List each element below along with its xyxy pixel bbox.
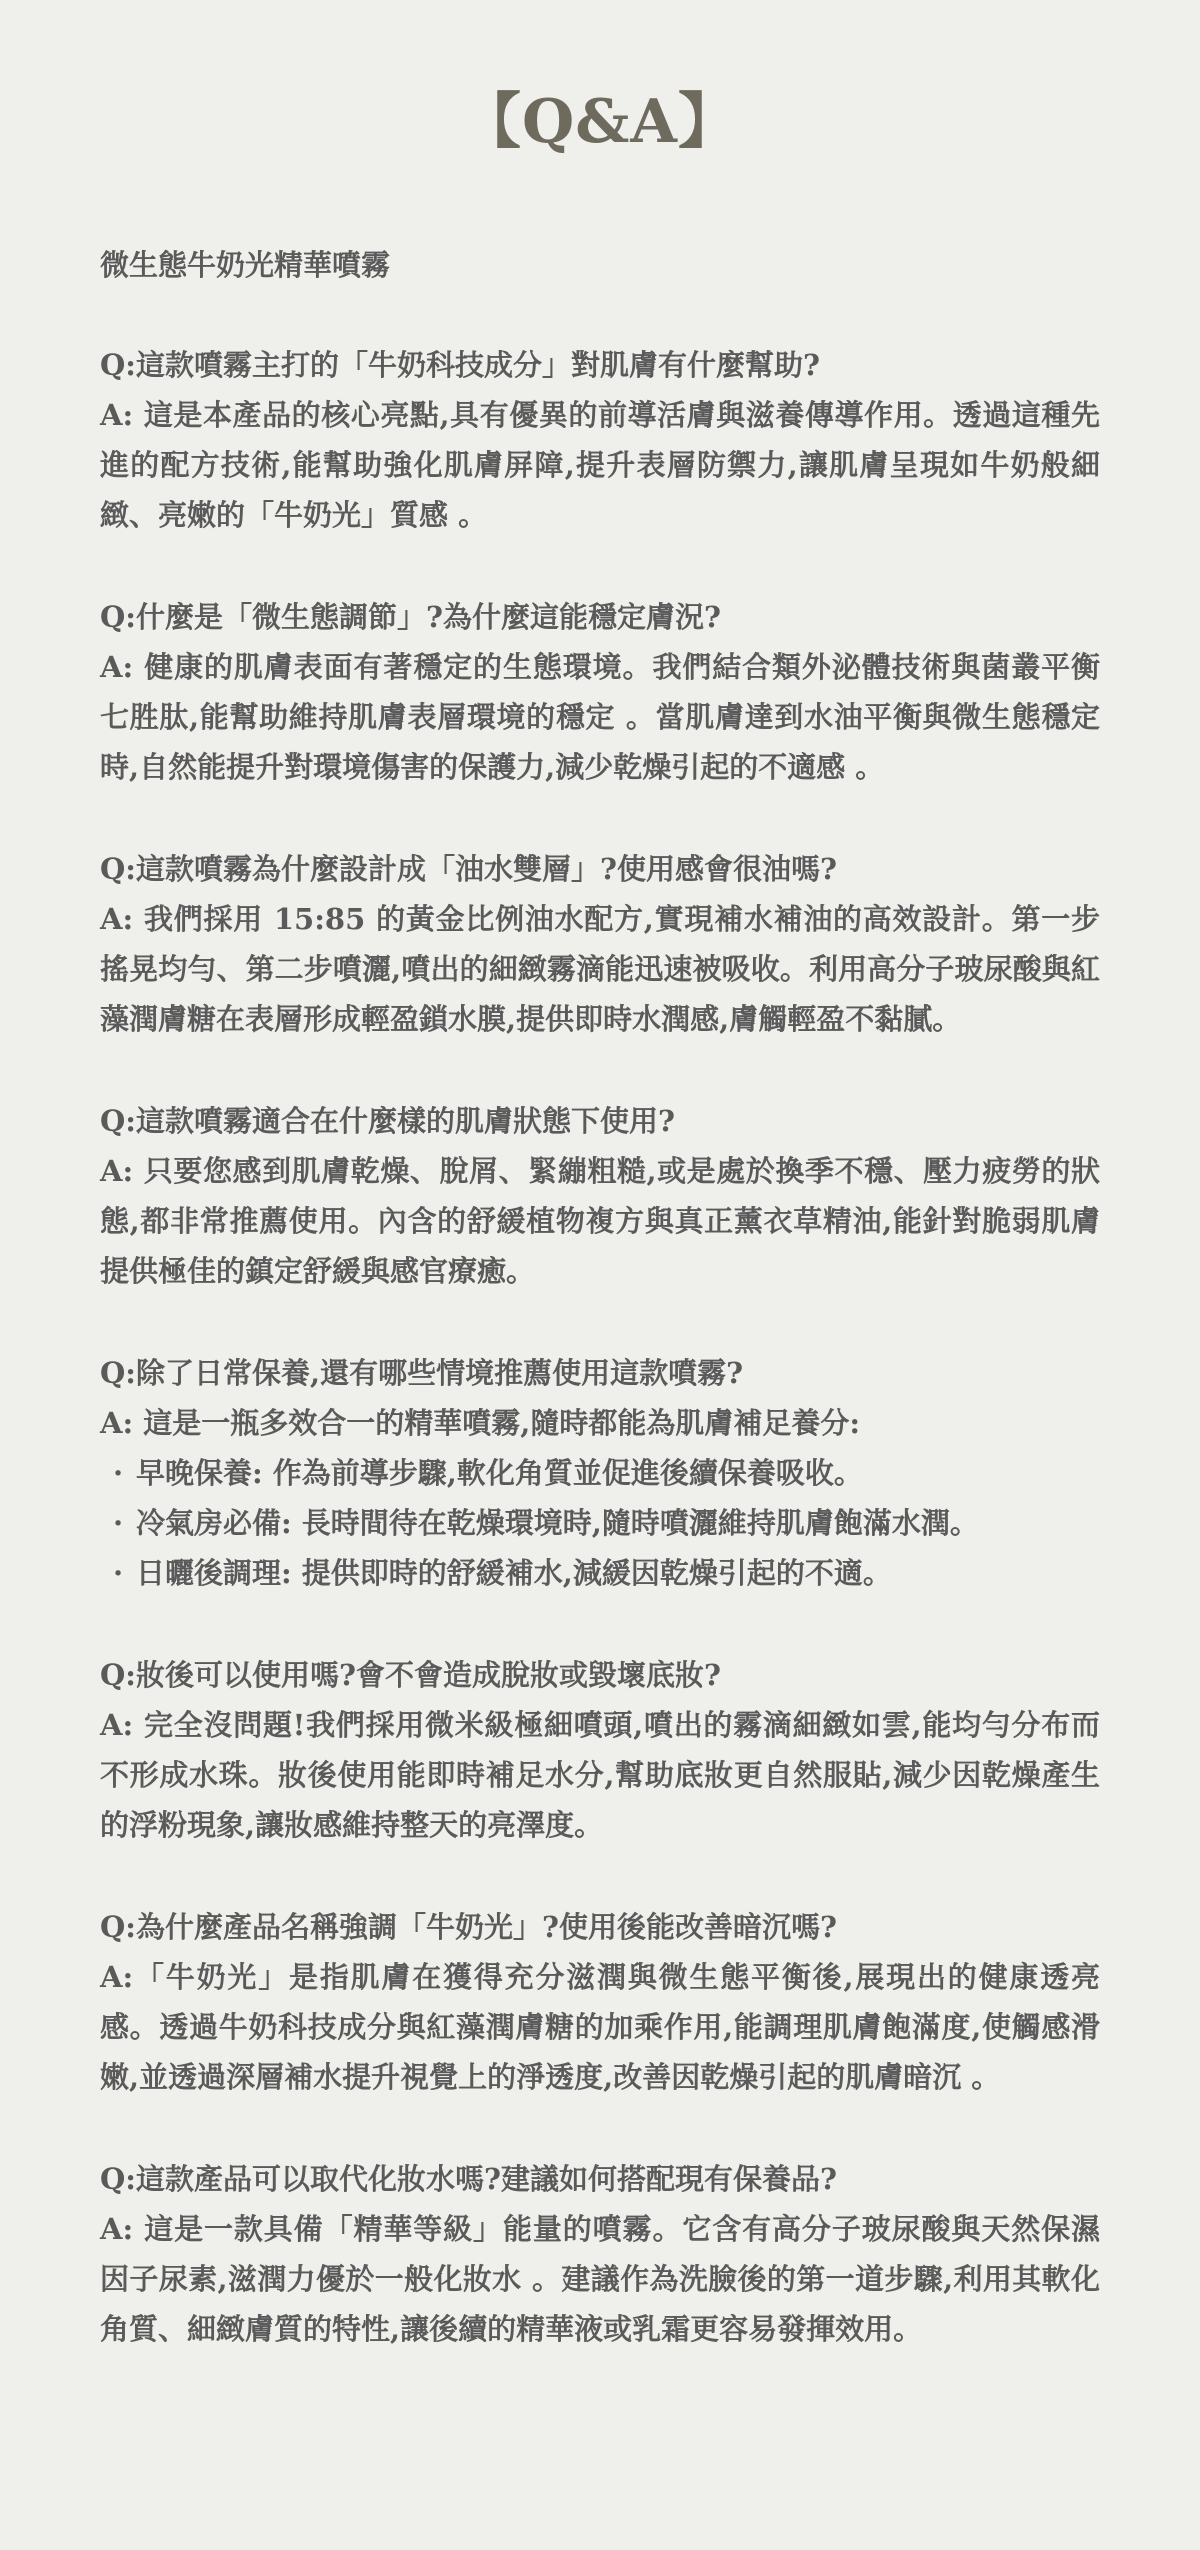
bullet-text: 冷氣房必備: 長時間待在乾燥環境時,隨時噴灑維持肌膚飽滿水潤。 bbox=[136, 1506, 979, 1540]
qa-item-1 bbox=[100, 340, 1100, 540]
bullet-text: 早晚保養: 作為前導步驟,軟化角質並促進後續保養吸收。 bbox=[136, 1456, 863, 1490]
answer-3: A: 我們採用 15:85 的黃金比例油水配方,實現補水補油的高效設計。第一步搖晃均勻、第二步噴灑,噴出的細緻霧滴能迅速被吸收。利用高分子玻尿酸與紅藻潤膚糖在表層形成輕盈鎖水膜,提供即時水潤感,膚觸輕盈不黏膩。 bbox=[100, 902, 1100, 1036]
bullet-item bbox=[100, 1498, 1100, 1548]
bullet-dot-icon: · bbox=[112, 1456, 124, 1490]
qa-list bbox=[100, 340, 1100, 2406]
question-8: Q:這款產品可以取代化妝水嗎?建議如何搭配現有保養品? bbox=[100, 2162, 837, 2196]
answer-7: A:「牛奶光」是指肌膚在獲得充分滋潤與微生態平衡後,展現出的健康透亮感。透過牛奶科技成分與紅藻潤膚糖的加乘作用,能調理肌膚飽滿度,使觸感滑嫩,並透過深層補水提升視覺上的淨透度,改善因乾燥引起的肌膚暗沉 。 bbox=[100, 1960, 1100, 2094]
bullet-dot-icon: · bbox=[112, 1506, 124, 1540]
qa-item-3 bbox=[100, 844, 1100, 1044]
answer-5: A: 這是一瓶多效合一的精華噴霧,隨時都能為肌膚補足養分: bbox=[100, 1406, 861, 1440]
qa-item-2 bbox=[100, 592, 1100, 792]
bullet-item bbox=[100, 1548, 1100, 1598]
answer-8: A: 這是一款具備「精華等級」能量的噴霧。它含有高分子玻尿酸與天然保濕因子尿素,滋潤力優於一般化妝水 。建議作為洗臉後的第一道步驟,利用其軟化角質、細緻膚質的特性,讓後續的精華液或乳霜更容易發揮效用。 bbox=[100, 2212, 1100, 2346]
qa-item-8 bbox=[100, 2154, 1100, 2354]
qa-item-7 bbox=[100, 1902, 1100, 2102]
answer-4: A: 只要您感到肌膚乾燥、脫屑、緊繃粗糙,或是處於換季不穩、壓力疲勞的狀態,都非常推薦使用。內含的舒緩植物複方與真正薰衣草精油,能針對脆弱肌膚提供極佳的鎮定舒緩與感官療癒。 bbox=[100, 1154, 1100, 1288]
qa-item-5 bbox=[100, 1348, 1100, 1598]
bullet-text: 日曬後調理: 提供即時的舒緩補水,減緩因乾燥引起的不適。 bbox=[136, 1556, 892, 1590]
question-1: Q:這款噴霧主打的「牛奶科技成分」對肌膚有什麼幫助? bbox=[100, 348, 820, 382]
product-name: 微生態牛奶光精華噴霧 bbox=[100, 248, 391, 282]
answer-6: A: 完全沒問題!我們採用微米級極細噴頭,噴出的霧滴細緻如雲,能均勻分布而不形成水珠。妝後使用能即時補足水分,幫助底妝更自然服貼,減少因乾燥產生的浮粉現象,讓妝感維持整天的亮澤度。 bbox=[100, 1708, 1100, 1842]
question-6: Q:妝後可以使用嗎?會不會造成脫妝或毀壞底妝? bbox=[100, 1658, 721, 1692]
question-7: Q:為什麼產品名稱強調「牛奶光」?使用後能改善暗沉嗎? bbox=[100, 1910, 837, 1944]
bullet-dot-icon: · bbox=[112, 1556, 124, 1590]
question-5: Q:除了日常保養,還有哪些情境推薦使用這款噴霧? bbox=[100, 1356, 744, 1390]
qa-item-6 bbox=[100, 1650, 1100, 1850]
question-3: Q:這款噴霧為什麼設計成「油水雙層」?使用感會很油嗎? bbox=[100, 852, 837, 886]
question-2: Q:什麼是「微生態調節」?為什麼這能穩定膚況? bbox=[100, 600, 721, 634]
page-title: 【Q&A】 bbox=[461, 87, 739, 157]
qa-item-4 bbox=[100, 1096, 1100, 1296]
bullet-item bbox=[100, 1448, 1100, 1498]
answer-1: A: 這是本產品的核心亮點,具有優異的前導活膚與滋養傳導作用。透過這種先進的配方技術,能幫助強化肌膚屏障,提升表層防禦力,讓肌膚呈現如牛奶般細緻、亮嫩的「牛奶光」質感 。 bbox=[100, 398, 1100, 532]
answer-2: A: 健康的肌膚表面有著穩定的生態環境。我們結合類外泌體技術與菌叢平衡七胜肽,能幫助維持肌膚表層環境的穩定 。當肌膚達到水油平衡與微生態穩定時,自然能提升對環境傷害的保護力,減少乾燥引起的不適感 。 bbox=[100, 650, 1100, 784]
question-4: Q:這款噴霧適合在什麼樣的肌膚狀態下使用? bbox=[100, 1104, 675, 1138]
